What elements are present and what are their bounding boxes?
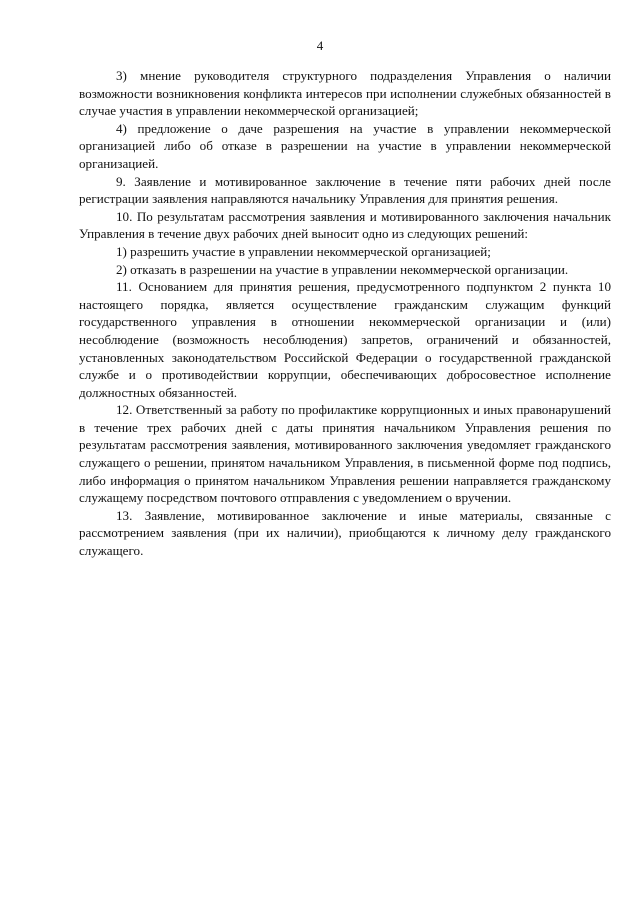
paragraph-decision-2: 2) отказать в разрешении на участие в управлении некоммерческой организации.	[116, 261, 569, 277]
paragraph-item-3: 3) мнение руководителя структурного подразделения Управления о наличии возможности возникновения конфликта интересов при исполнении служебных обязанностей в случае участия в управлении некоммерческой организацией;	[79, 68, 611, 119]
page-number: 4	[316, 38, 324, 53]
paragraph-clause-13: 13. Заявление, мотивированное заключение и иные материалы, связанные с рассмотрением заявления (при их наличии), приобщаются к личному делу гражданского служащего.	[79, 507, 611, 559]
paragraph-clause-9: 9. Заявление и мотивированное заключение в течение пяти рабочих дней после регистрации заявления направляются начальнику Управления для принятия решения.	[79, 173, 611, 207]
paragraph-clause-12: 12. Ответственный за работу по профилактике коррупционных и иных правонарушений в течение трех рабочих дней с даты принятия начальником Управления решения по результатам рассмотрения заявления, мотивированного заключения уведомляет гражданского служащего о решении, принятом начальником Управления, в письменной форме под подпись, либо информация о принятом начальником Управления решении направляется гражданскому служащему посредством почтового отправления с уведомлением о вручении.	[79, 402, 611, 506]
document-body	[79, 67, 611, 560]
paragraph-item-4: 4) предложение о даче разрешения на участие в управлении некоммерческой организацией либо об отказе в разрешении на участие в управлении некоммерческой организацией.	[79, 120, 611, 171]
paragraph-clause-10: 10. По результатам рассмотрения заявления и мотивированного заключения начальник Управления в течение двух рабочих дней выносит одно из следующих решений:	[79, 208, 611, 242]
paragraph-decision-1: 1) разрешить участие в управлении некоммерческой организацией;	[116, 243, 491, 259]
paragraph-clause-11: 11. Основанием для принятия решения, предусмотренного подпунктом 2 пункта 10 настоящего порядка, является осуществление гражданским служащим функций государственного управления в отношении некоммерческой организации и (или) несоблюдение (возможность несоблюдения) запретов, ограничений и обязанностей, установленных законодательством Российской Федерации о государственной гражданской службе и о противодействии коррупции, обеспечивающих добросовестное исполнение должностных обязанностей.	[79, 279, 611, 400]
